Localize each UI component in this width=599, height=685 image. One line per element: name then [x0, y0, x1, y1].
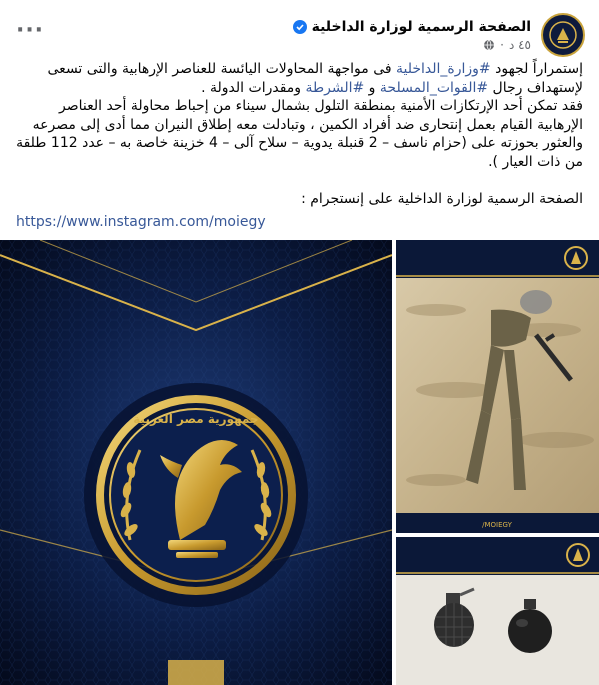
instagram-link[interactable]: https://www.instagram.com/moiegy [16, 213, 266, 230]
photo-emblem[interactable] [0, 240, 392, 685]
hashtag-interior[interactable]: #وزارة_الداخلية [396, 61, 491, 77]
eagle-logo-icon [548, 20, 578, 50]
paragraph-instagram: الصفحة الرسمية لوزارة الداخلية على إنستجرام : [301, 191, 583, 207]
separator-dot: · [500, 37, 504, 52]
text-span: و [364, 79, 380, 96]
hashtag-police[interactable]: #الشرطة [305, 79, 365, 96]
verified-badge-icon [293, 20, 307, 34]
post-header [14, 8, 585, 62]
hashtag-armed-forces[interactable]: #القوات_المسلحة [379, 79, 489, 96]
paragraph-details: فقد تمكن أحد الإرتكازات الأمنية بمنطقة التلول بشمال سيناء من إحباط محاولة أحد العناصر الإرهابية القيام بعمل إنتحارى ضد أفراد الكمين ، وتبادلت معه إطلاق النيران مما أدى إلى مصرعه والعثور بحوزته على (حزام ناسف – 2 قنبلة يدوية – سلاح آلى – 4 خزينة خاصة به – عدد 112 طلقة من ذات العيار ). [16, 98, 583, 170]
photo-grenades[interactable] [396, 537, 599, 685]
text-span: ومقدرات الدولة . [201, 79, 306, 96]
paragraph-intro [16, 60, 583, 97]
globe-icon[interactable] [483, 39, 495, 51]
photo-scene[interactable] [396, 240, 599, 533]
emblem-poster-graphic [0, 240, 392, 685]
grenades-photo-graphic [396, 537, 599, 685]
more-options-button[interactable]: ··· [15, 17, 45, 43]
text-span: إستمراراً لجهود [490, 61, 583, 77]
emblem-text: جمهورية مصر العربية [133, 412, 259, 426]
post-time[interactable]: ٤٥ د [508, 37, 531, 52]
text-span: فى مواجهة المحاولات اليائسة للعناصر الإرهابية والتى تسعى لإستهداف رجال [47, 61, 583, 96]
photo-caption: /MOIEGY [482, 521, 512, 529]
page-avatar[interactable] [541, 13, 585, 57]
post-text [16, 60, 583, 231]
page-name[interactable]: الصفحة الرسمية لوزارة الداخلية [311, 18, 531, 35]
scene-photo-graphic [396, 240, 599, 533]
